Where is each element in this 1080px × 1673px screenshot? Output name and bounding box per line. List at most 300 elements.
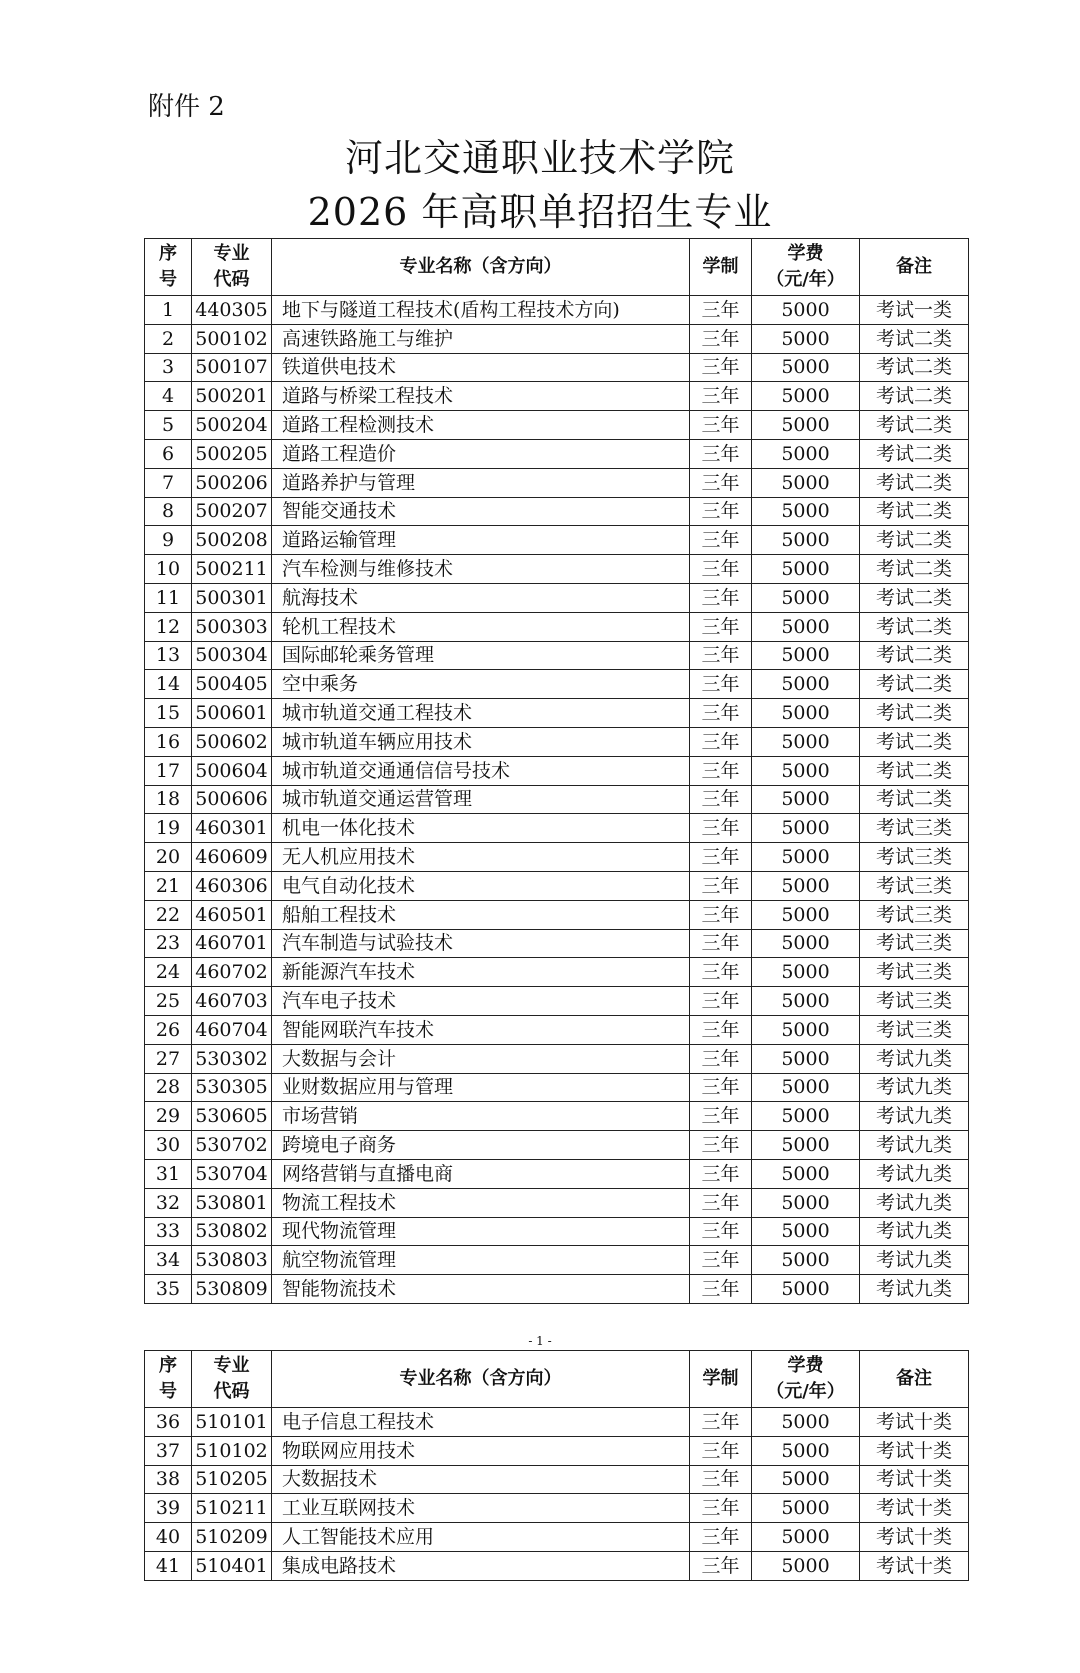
cell-note: 考试二类 bbox=[860, 411, 969, 440]
cell-code: 460702 bbox=[192, 958, 272, 987]
cell-code: 500102 bbox=[192, 324, 272, 353]
table-row bbox=[145, 1465, 969, 1494]
cell-note: 考试二类 bbox=[860, 324, 969, 353]
cell-seq: 20 bbox=[145, 843, 192, 872]
cell-note: 考试三类 bbox=[860, 871, 969, 900]
cell-duration: 三年 bbox=[690, 324, 752, 353]
cell-duration: 三年 bbox=[690, 1408, 752, 1437]
cell-note: 考试三类 bbox=[860, 843, 969, 872]
cell-duration: 三年 bbox=[690, 814, 752, 843]
cell-name: 道路养护与管理 bbox=[272, 468, 690, 497]
cell-note: 考试九类 bbox=[860, 1073, 969, 1102]
cell-seq: 8 bbox=[145, 497, 192, 526]
cell-duration: 三年 bbox=[690, 727, 752, 756]
cell-seq: 4 bbox=[145, 382, 192, 411]
table-row bbox=[145, 612, 969, 641]
cell-fee: 5000 bbox=[752, 382, 860, 411]
header-seq: 序 号 bbox=[145, 1351, 192, 1408]
cell-note: 考试三类 bbox=[860, 987, 969, 1016]
cell-seq: 7 bbox=[145, 468, 192, 497]
table-row bbox=[145, 1275, 969, 1304]
cell-note: 考试三类 bbox=[860, 814, 969, 843]
cell-note: 考试一类 bbox=[860, 296, 969, 325]
cell-fee: 5000 bbox=[752, 1436, 860, 1465]
cell-name: 轮机工程技术 bbox=[272, 612, 690, 641]
cell-fee: 5000 bbox=[752, 353, 860, 382]
table-row bbox=[145, 1408, 969, 1437]
cell-code: 500304 bbox=[192, 641, 272, 670]
cell-code: 440305 bbox=[192, 296, 272, 325]
cell-fee: 5000 bbox=[752, 814, 860, 843]
table-row bbox=[145, 353, 969, 382]
cell-fee: 5000 bbox=[752, 1044, 860, 1073]
cell-note: 考试二类 bbox=[860, 526, 969, 555]
table-row bbox=[145, 727, 969, 756]
cell-note: 考试二类 bbox=[860, 612, 969, 641]
cell-duration: 三年 bbox=[690, 641, 752, 670]
table-row bbox=[145, 843, 969, 872]
cell-note: 考试二类 bbox=[860, 583, 969, 612]
cell-code: 500301 bbox=[192, 583, 272, 612]
cell-duration: 三年 bbox=[690, 526, 752, 555]
cell-code: 500405 bbox=[192, 670, 272, 699]
cell-seq: 27 bbox=[145, 1044, 192, 1073]
cell-duration: 三年 bbox=[690, 497, 752, 526]
cell-duration: 三年 bbox=[690, 670, 752, 699]
cell-duration: 三年 bbox=[690, 699, 752, 728]
cell-name: 船舶工程技术 bbox=[272, 900, 690, 929]
cell-duration: 三年 bbox=[690, 958, 752, 987]
cell-fee: 5000 bbox=[752, 699, 860, 728]
cell-seq: 41 bbox=[145, 1551, 192, 1580]
cell-code: 500303 bbox=[192, 612, 272, 641]
cell-duration: 三年 bbox=[690, 1131, 752, 1160]
table-row bbox=[145, 1436, 969, 1465]
cell-fee: 5000 bbox=[752, 987, 860, 1016]
cell-note: 考试三类 bbox=[860, 900, 969, 929]
table-row bbox=[145, 929, 969, 958]
cell-note: 考试十类 bbox=[860, 1436, 969, 1465]
cell-code: 500208 bbox=[192, 526, 272, 555]
cell-code: 510102 bbox=[192, 1436, 272, 1465]
cell-name: 网络营销与直播电商 bbox=[272, 1159, 690, 1188]
cell-note: 考试二类 bbox=[860, 756, 969, 785]
page-number: - 1 - bbox=[528, 1334, 552, 1348]
cell-fee: 5000 bbox=[752, 555, 860, 584]
cell-code: 530802 bbox=[192, 1217, 272, 1246]
cell-name: 航海技术 bbox=[272, 583, 690, 612]
cell-duration: 三年 bbox=[690, 756, 752, 785]
cell-fee: 5000 bbox=[752, 1131, 860, 1160]
cell-seq: 22 bbox=[145, 900, 192, 929]
table-header bbox=[145, 1351, 969, 1408]
cell-name: 电子信息工程技术 bbox=[272, 1408, 690, 1437]
page-title: 河北交通职业技术学院 bbox=[344, 136, 735, 180]
cell-name: 机电一体化技术 bbox=[272, 814, 690, 843]
cell-code: 460704 bbox=[192, 1015, 272, 1044]
cell-seq: 6 bbox=[145, 439, 192, 468]
cell-name: 智能交通技术 bbox=[272, 497, 690, 526]
table-row bbox=[145, 756, 969, 785]
cell-note: 考试九类 bbox=[860, 1246, 969, 1275]
cell-note: 考试二类 bbox=[860, 699, 969, 728]
cell-duration: 三年 bbox=[690, 785, 752, 814]
table-row bbox=[145, 1188, 969, 1217]
cell-seq: 28 bbox=[145, 1073, 192, 1102]
header-seq: 序 号 bbox=[145, 239, 192, 296]
cell-name: 物联网应用技术 bbox=[272, 1436, 690, 1465]
table-row bbox=[145, 1551, 969, 1580]
cell-note: 考试九类 bbox=[860, 1159, 969, 1188]
table-row bbox=[145, 497, 969, 526]
cell-seq: 5 bbox=[145, 411, 192, 440]
cell-seq: 18 bbox=[145, 785, 192, 814]
attachment-label: 附件 2 bbox=[148, 92, 225, 122]
cell-name: 汽车制造与试验技术 bbox=[272, 929, 690, 958]
cell-seq: 34 bbox=[145, 1246, 192, 1275]
cell-fee: 5000 bbox=[752, 1523, 860, 1552]
cell-code: 530803 bbox=[192, 1246, 272, 1275]
cell-note: 考试九类 bbox=[860, 1102, 969, 1131]
cell-fee: 5000 bbox=[752, 756, 860, 785]
cell-note: 考试十类 bbox=[860, 1494, 969, 1523]
cell-fee: 5000 bbox=[752, 1217, 860, 1246]
table-row bbox=[145, 871, 969, 900]
cell-seq: 32 bbox=[145, 1188, 192, 1217]
cell-code: 460501 bbox=[192, 900, 272, 929]
cell-fee: 5000 bbox=[752, 1015, 860, 1044]
cell-note: 考试二类 bbox=[860, 641, 969, 670]
cell-seq: 33 bbox=[145, 1217, 192, 1246]
cell-seq: 29 bbox=[145, 1102, 192, 1131]
cell-duration: 三年 bbox=[690, 1246, 752, 1275]
cell-fee: 5000 bbox=[752, 900, 860, 929]
cell-code: 500205 bbox=[192, 439, 272, 468]
cell-code: 500606 bbox=[192, 785, 272, 814]
cell-code: 460301 bbox=[192, 814, 272, 843]
cell-name: 集成电路技术 bbox=[272, 1551, 690, 1580]
cell-duration: 三年 bbox=[690, 1465, 752, 1494]
table-row bbox=[145, 900, 969, 929]
table-row bbox=[145, 1102, 969, 1131]
cell-name: 电气自动化技术 bbox=[272, 871, 690, 900]
cell-code: 460609 bbox=[192, 843, 272, 872]
table-row bbox=[145, 1159, 969, 1188]
cell-note: 考试十类 bbox=[860, 1408, 969, 1437]
cell-seq: 3 bbox=[145, 353, 192, 382]
table-row bbox=[145, 382, 969, 411]
header-code: 专业 代码 bbox=[192, 239, 272, 296]
cell-duration: 三年 bbox=[690, 929, 752, 958]
cell-fee: 5000 bbox=[752, 785, 860, 814]
cell-code: 500604 bbox=[192, 756, 272, 785]
cell-code: 530605 bbox=[192, 1102, 272, 1131]
table-row bbox=[145, 1015, 969, 1044]
cell-note: 考试二类 bbox=[860, 785, 969, 814]
cell-seq: 19 bbox=[145, 814, 192, 843]
cell-note: 考试二类 bbox=[860, 555, 969, 584]
cell-fee: 5000 bbox=[752, 1246, 860, 1275]
page-subtitle: 2026 年高职单招招生专业 bbox=[307, 190, 773, 234]
table-row bbox=[145, 583, 969, 612]
cell-duration: 三年 bbox=[690, 583, 752, 612]
cell-code: 510209 bbox=[192, 1523, 272, 1552]
cell-fee: 5000 bbox=[752, 1408, 860, 1437]
cell-duration: 三年 bbox=[690, 555, 752, 584]
cell-duration: 三年 bbox=[690, 1015, 752, 1044]
cell-fee: 5000 bbox=[752, 843, 860, 872]
cell-name: 道路与桥梁工程技术 bbox=[272, 382, 690, 411]
cell-duration: 三年 bbox=[690, 1551, 752, 1580]
cell-duration: 三年 bbox=[690, 296, 752, 325]
cell-name: 跨境电子商务 bbox=[272, 1131, 690, 1160]
cell-seq: 21 bbox=[145, 871, 192, 900]
cell-name: 现代物流管理 bbox=[272, 1217, 690, 1246]
cell-name: 道路工程检测技术 bbox=[272, 411, 690, 440]
cell-name: 智能物流技术 bbox=[272, 1275, 690, 1304]
cell-note: 考试十类 bbox=[860, 1465, 969, 1494]
cell-seq: 9 bbox=[145, 526, 192, 555]
cell-seq: 40 bbox=[145, 1523, 192, 1552]
cell-note: 考试三类 bbox=[860, 958, 969, 987]
cell-fee: 5000 bbox=[752, 1073, 860, 1102]
cell-code: 500107 bbox=[192, 353, 272, 382]
cell-note: 考试二类 bbox=[860, 439, 969, 468]
table-row bbox=[145, 1073, 969, 1102]
cell-code: 460703 bbox=[192, 987, 272, 1016]
cell-code: 510205 bbox=[192, 1465, 272, 1494]
cell-seq: 26 bbox=[145, 1015, 192, 1044]
header-fee: 学费 （元/年） bbox=[752, 1351, 860, 1408]
cell-code: 510401 bbox=[192, 1551, 272, 1580]
cell-code: 530305 bbox=[192, 1073, 272, 1102]
cell-name: 人工智能技术应用 bbox=[272, 1523, 690, 1552]
cell-code: 500206 bbox=[192, 468, 272, 497]
cell-note: 考试二类 bbox=[860, 353, 969, 382]
cell-seq: 11 bbox=[145, 583, 192, 612]
header-note: 备注 bbox=[860, 1351, 969, 1408]
cell-seq: 1 bbox=[145, 296, 192, 325]
cell-name: 物流工程技术 bbox=[272, 1188, 690, 1217]
cell-code: 460306 bbox=[192, 871, 272, 900]
majors-table-page1 bbox=[144, 238, 969, 1304]
cell-code: 500602 bbox=[192, 727, 272, 756]
cell-fee: 5000 bbox=[752, 641, 860, 670]
header-duration: 学制 bbox=[690, 239, 752, 296]
table-row bbox=[145, 411, 969, 440]
header-fee: 学费 （元/年） bbox=[752, 239, 860, 296]
cell-code: 530809 bbox=[192, 1275, 272, 1304]
cell-duration: 三年 bbox=[690, 1275, 752, 1304]
cell-note: 考试九类 bbox=[860, 1188, 969, 1217]
cell-seq: 23 bbox=[145, 929, 192, 958]
cell-fee: 5000 bbox=[752, 497, 860, 526]
cell-seq: 36 bbox=[145, 1408, 192, 1437]
cell-name: 航空物流管理 bbox=[272, 1246, 690, 1275]
table-row bbox=[145, 1131, 969, 1160]
cell-seq: 10 bbox=[145, 555, 192, 584]
cell-fee: 5000 bbox=[752, 526, 860, 555]
cell-code: 530801 bbox=[192, 1188, 272, 1217]
cell-seq: 24 bbox=[145, 958, 192, 987]
cell-fee: 5000 bbox=[752, 727, 860, 756]
cell-note: 考试二类 bbox=[860, 468, 969, 497]
cell-duration: 三年 bbox=[690, 843, 752, 872]
cell-name: 城市轨道交通通信信号技术 bbox=[272, 756, 690, 785]
cell-name: 业财数据应用与管理 bbox=[272, 1073, 690, 1102]
table-row bbox=[145, 1246, 969, 1275]
cell-fee: 5000 bbox=[752, 670, 860, 699]
table-row bbox=[145, 1217, 969, 1246]
cell-code: 460701 bbox=[192, 929, 272, 958]
table-row bbox=[145, 1044, 969, 1073]
cell-name: 工业互联网技术 bbox=[272, 1494, 690, 1523]
table-row bbox=[145, 324, 969, 353]
cell-note: 考试二类 bbox=[860, 497, 969, 526]
cell-name: 智能网联汽车技术 bbox=[272, 1015, 690, 1044]
header-duration: 学制 bbox=[690, 1351, 752, 1408]
cell-code: 500201 bbox=[192, 382, 272, 411]
cell-seq: 30 bbox=[145, 1131, 192, 1160]
cell-duration: 三年 bbox=[690, 1523, 752, 1552]
cell-seq: 15 bbox=[145, 699, 192, 728]
cell-name: 无人机应用技术 bbox=[272, 843, 690, 872]
cell-note: 考试十类 bbox=[860, 1551, 969, 1580]
cell-seq: 13 bbox=[145, 641, 192, 670]
cell-fee: 5000 bbox=[752, 1275, 860, 1304]
cell-duration: 三年 bbox=[690, 612, 752, 641]
cell-note: 考试三类 bbox=[860, 1015, 969, 1044]
cell-fee: 5000 bbox=[752, 612, 860, 641]
cell-seq: 38 bbox=[145, 1465, 192, 1494]
cell-note: 考试九类 bbox=[860, 1275, 969, 1304]
cell-duration: 三年 bbox=[690, 439, 752, 468]
cell-name: 城市轨道交通运营管理 bbox=[272, 785, 690, 814]
cell-duration: 三年 bbox=[690, 1044, 752, 1073]
header-name: 专业名称（含方向） bbox=[272, 1351, 690, 1408]
cell-name: 道路运输管理 bbox=[272, 526, 690, 555]
table-row bbox=[145, 987, 969, 1016]
cell-fee: 5000 bbox=[752, 583, 860, 612]
cell-note: 考试十类 bbox=[860, 1523, 969, 1552]
cell-fee: 5000 bbox=[752, 1551, 860, 1580]
cell-fee: 5000 bbox=[752, 929, 860, 958]
cell-name: 城市轨道车辆应用技术 bbox=[272, 727, 690, 756]
majors-table-page2 bbox=[144, 1350, 969, 1581]
cell-note: 考试二类 bbox=[860, 382, 969, 411]
cell-seq: 2 bbox=[145, 324, 192, 353]
table-row bbox=[145, 468, 969, 497]
cell-code: 530302 bbox=[192, 1044, 272, 1073]
cell-name: 空中乘务 bbox=[272, 670, 690, 699]
cell-code: 530704 bbox=[192, 1159, 272, 1188]
cell-duration: 三年 bbox=[690, 987, 752, 1016]
cell-seq: 17 bbox=[145, 756, 192, 785]
cell-note: 考试二类 bbox=[860, 670, 969, 699]
cell-fee: 5000 bbox=[752, 296, 860, 325]
cell-name: 地下与隧道工程技术(盾构工程技术方向) bbox=[272, 296, 690, 325]
cell-fee: 5000 bbox=[752, 1188, 860, 1217]
cell-seq: 16 bbox=[145, 727, 192, 756]
cell-fee: 5000 bbox=[752, 468, 860, 497]
cell-duration: 三年 bbox=[690, 1436, 752, 1465]
table-row bbox=[145, 1523, 969, 1552]
cell-duration: 三年 bbox=[690, 382, 752, 411]
header-note: 备注 bbox=[860, 239, 969, 296]
cell-seq: 25 bbox=[145, 987, 192, 1016]
cell-name: 道路工程造价 bbox=[272, 439, 690, 468]
cell-fee: 5000 bbox=[752, 1102, 860, 1131]
table-row bbox=[145, 296, 969, 325]
cell-fee: 5000 bbox=[752, 439, 860, 468]
table-header bbox=[145, 239, 969, 296]
cell-name: 高速铁路施工与维护 bbox=[272, 324, 690, 353]
cell-duration: 三年 bbox=[690, 353, 752, 382]
cell-code: 500601 bbox=[192, 699, 272, 728]
cell-code: 510101 bbox=[192, 1408, 272, 1437]
cell-code: 500207 bbox=[192, 497, 272, 526]
cell-seq: 37 bbox=[145, 1436, 192, 1465]
cell-fee: 5000 bbox=[752, 324, 860, 353]
table-row bbox=[145, 641, 969, 670]
cell-seq: 12 bbox=[145, 612, 192, 641]
table-row bbox=[145, 785, 969, 814]
cell-duration: 三年 bbox=[690, 468, 752, 497]
cell-name: 市场营销 bbox=[272, 1102, 690, 1131]
cell-note: 考试九类 bbox=[860, 1217, 969, 1246]
table-row bbox=[145, 670, 969, 699]
cell-name: 汽车电子技术 bbox=[272, 987, 690, 1016]
cell-note: 考试二类 bbox=[860, 727, 969, 756]
cell-duration: 三年 bbox=[690, 900, 752, 929]
cell-name: 铁道供电技术 bbox=[272, 353, 690, 382]
cell-fee: 5000 bbox=[752, 1159, 860, 1188]
cell-seq: 39 bbox=[145, 1494, 192, 1523]
cell-note: 考试九类 bbox=[860, 1131, 969, 1160]
cell-duration: 三年 bbox=[690, 1159, 752, 1188]
cell-duration: 三年 bbox=[690, 1073, 752, 1102]
cell-note: 考试三类 bbox=[860, 929, 969, 958]
cell-duration: 三年 bbox=[690, 1217, 752, 1246]
table-row bbox=[145, 958, 969, 987]
cell-duration: 三年 bbox=[690, 1494, 752, 1523]
cell-fee: 5000 bbox=[752, 411, 860, 440]
cell-name: 国际邮轮乘务管理 bbox=[272, 641, 690, 670]
cell-fee: 5000 bbox=[752, 871, 860, 900]
table-row bbox=[145, 526, 969, 555]
cell-code: 530702 bbox=[192, 1131, 272, 1160]
cell-seq: 31 bbox=[145, 1159, 192, 1188]
cell-fee: 5000 bbox=[752, 1465, 860, 1494]
cell-name: 大数据与会计 bbox=[272, 1044, 690, 1073]
table-row bbox=[145, 555, 969, 584]
table-row bbox=[145, 439, 969, 468]
table-row bbox=[145, 1494, 969, 1523]
cell-duration: 三年 bbox=[690, 1102, 752, 1131]
header-code: 专业 代码 bbox=[192, 1351, 272, 1408]
cell-duration: 三年 bbox=[690, 411, 752, 440]
cell-name: 大数据技术 bbox=[272, 1465, 690, 1494]
cell-seq: 14 bbox=[145, 670, 192, 699]
cell-duration: 三年 bbox=[690, 1188, 752, 1217]
cell-fee: 5000 bbox=[752, 1494, 860, 1523]
cell-name: 城市轨道交通工程技术 bbox=[272, 699, 690, 728]
table-row bbox=[145, 699, 969, 728]
cell-fee: 5000 bbox=[752, 958, 860, 987]
table-row bbox=[145, 814, 969, 843]
cell-note: 考试九类 bbox=[860, 1044, 969, 1073]
cell-duration: 三年 bbox=[690, 871, 752, 900]
